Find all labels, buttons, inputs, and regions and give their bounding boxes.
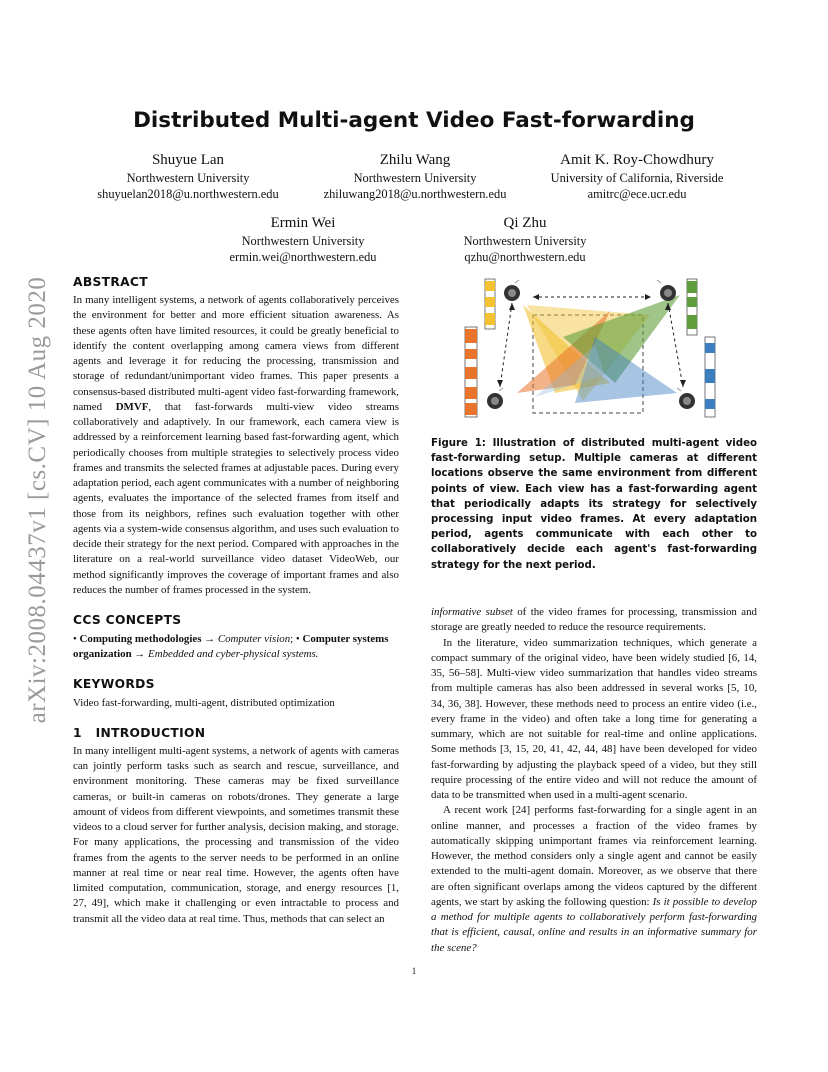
introduction-text: In many intelligent multi-agent systems, a network of agents with cameras can jointly perform tasks such as search and rescue, surveillance, and environment monitoring. These cameras may be fixed surveillance cameras, or built-in cameras on robots/drones. They generate a large amount of videos from different viewpoints, and sometimes transmit these videos to a cloud server for further analysis, decision making, and storage. For many applications, the processing and transmission of the video frames from the agents to the server needs to be performed in an online manner at real time or near real time. However, the agents often have limited computation, communication, storage, and energy resources [1, 27, 49], which make it challenging or even intractable to process and transmit all the video data at real time. Thus, methods that can select an	[73, 744, 399, 925]
frame-strip-blue	[705, 337, 715, 417]
page-number: 1	[411, 966, 417, 976]
paper-title: Distributed Multi-agent Video Fast-forwarding	[133, 108, 695, 133]
camera-icon	[504, 280, 520, 301]
author-email: zhiluwang2018@u.northwestern.edu	[323, 187, 507, 201]
author-block	[410, 213, 640, 265]
comm-arrow	[500, 303, 512, 387]
author-name: Shuyue Lan	[151, 152, 225, 168]
author-affiliation: Northwestern University	[353, 171, 477, 185]
ccs-text: • Computing methodologies → Computer vision; • Computer systems organization → Embedded and cyber-physical systems.	[73, 633, 389, 661]
abstract-text: In many intelligent systems, a network of agents collaboratively perceives the environment for better and more efficient situation awareness. As these agents often have limited resources, it could be greatly beneficial to identify the content overlapping among camera views from different agents and leverage it for reducing the processing, transmission and storage of redundant/unimportant video frames. This paper presents a consensus-based distributed multi-agent video fast-forwarding framework, named DMVF, that fast-forwards multi-view video streams collaboratively and adaptively. In our framework, each camera view is addressed by a reinforcement learning based fast-forwarding agent, which periodically chooses from multiple strategies to selectively process video frames and transmits the selected frames at adjustable paces. During every adaptation period, each agent communicates with a number of neighboring agents, evaluates the importance of the selected frames from itself and those from its neighbors, refines such evaluation together with other agents via a system-wide consensus algorithm, and uses such evaluation to decide their strategy for the next period. Compared with approaches in the literature on a real-world surveillance video dataset VideoWeb, our method significantly improves the coverage of important frames and also reduces the number of frames processed in the system.	[73, 294, 400, 596]
abstract-heading: ABSTRACT	[73, 275, 148, 289]
camera-icon	[657, 280, 676, 301]
author-affiliation: Northwestern University	[241, 234, 365, 248]
author-email: ermin.wei@northwestern.edu	[229, 250, 377, 264]
keywords-heading: KEYWORDS	[73, 676, 155, 691]
dmvf-name: DMVF	[115, 400, 149, 413]
author-email: qzhu@northwestern.edu	[464, 250, 586, 264]
figure-caption: Figure 1: Illustration of distributed multi-agent video fast-forwarding setup. Multiple cameras at different locations observe the same environment from different points of view. Each view has a fast-forwarding agent that periodically adapts its strategy for selectively processing input video frames. At every adaptation period, agents communicate with each other to collaboratively decide each agent's fast-forwarding strategy for the next period.	[431, 438, 757, 571]
author-affiliation: University of California, Riverside	[550, 171, 724, 185]
right-column	[431, 605, 757, 956]
author-block	[73, 150, 303, 202]
arrow-head	[645, 294, 651, 300]
arxiv-id: arXiv:2008.04437v1 [cs.CV] 10 Aug 2020	[24, 276, 51, 724]
keywords-text: Video fast-forwarding, multi-agent, distributed optimization	[73, 696, 335, 709]
arrow-head	[533, 294, 539, 300]
author-email: shuyuelan2018@u.northwestern.edu	[97, 187, 279, 201]
camera-icon	[677, 388, 695, 409]
arrow-head	[680, 380, 686, 387]
author-block	[188, 213, 418, 265]
arrow-head	[497, 380, 503, 387]
arrow-head	[509, 303, 515, 310]
author-affiliation: Northwestern University	[126, 171, 250, 185]
comm-arrow	[668, 303, 683, 387]
author-email: amitrc@ece.ucr.edu	[587, 187, 687, 201]
right-paragraph-1: informative subset of the video frames for processing, transmission and storage are greatly needed to reduce the resource requirements.	[431, 606, 757, 634]
introduction-heading: 1 INTRODUCTION	[73, 725, 206, 740]
author-block	[522, 150, 752, 202]
author-name: Ermin Wei	[270, 215, 336, 231]
frame-strip-yellow	[485, 279, 495, 329]
author-affiliation: Northwestern University	[463, 234, 587, 248]
right-paragraph-2: In the literature, video summarization techniques, which generate a compact summary of the original video, have been widely studied [6, 14, 35, 56–58]. Multi-view video summarization that handles video streams from multiple cameras has also been addressed in several works [5, 10, 34, 36, 38]. However, these methods need to process an entire video (i.e., every frame in the video) and often take a long time for generating a summary, which are not suitable for real-time and online applications. Some methods [3, 15, 20, 41, 42, 44, 48] have been developed for video fast-forwarding by adjusting the playback speed of a video, but they still require processing of the entire video and will not reduce the amount of data to be transmitted when used in a multi-agent scenario.	[431, 636, 757, 801]
figure-1	[455, 275, 735, 423]
ccs-heading: CCS CONCEPTS	[73, 613, 182, 627]
right-paragraph-3: A recent work [24] performs fast-forwarding for a single agent in an online manner, and processes a fraction of the video frames by automatically skipping unimportant frames via reinforcement learning. However, the method considers only a single agent and cannot be easily extended to the multi-agent domain. Moreover, as we observe that there are often significant overlaps among the videos captured by the different agents, we start by asking the following question: Is it possible to develop a method for multiple agents to collaboratively perform fast-forwarding that is efficient, causal, online and results in an informative summary for the scene?	[431, 804, 758, 954]
author-block	[300, 150, 530, 202]
frame-strip-green	[687, 279, 697, 335]
author-name: Zhilu Wang	[379, 152, 451, 168]
author-name: Amit K. Roy-Chowdhury	[560, 152, 714, 168]
author-name: Qi Zhu	[503, 215, 547, 231]
frame-strip-orange	[465, 327, 477, 417]
left-column	[73, 275, 399, 927]
camera-icon	[487, 388, 503, 409]
